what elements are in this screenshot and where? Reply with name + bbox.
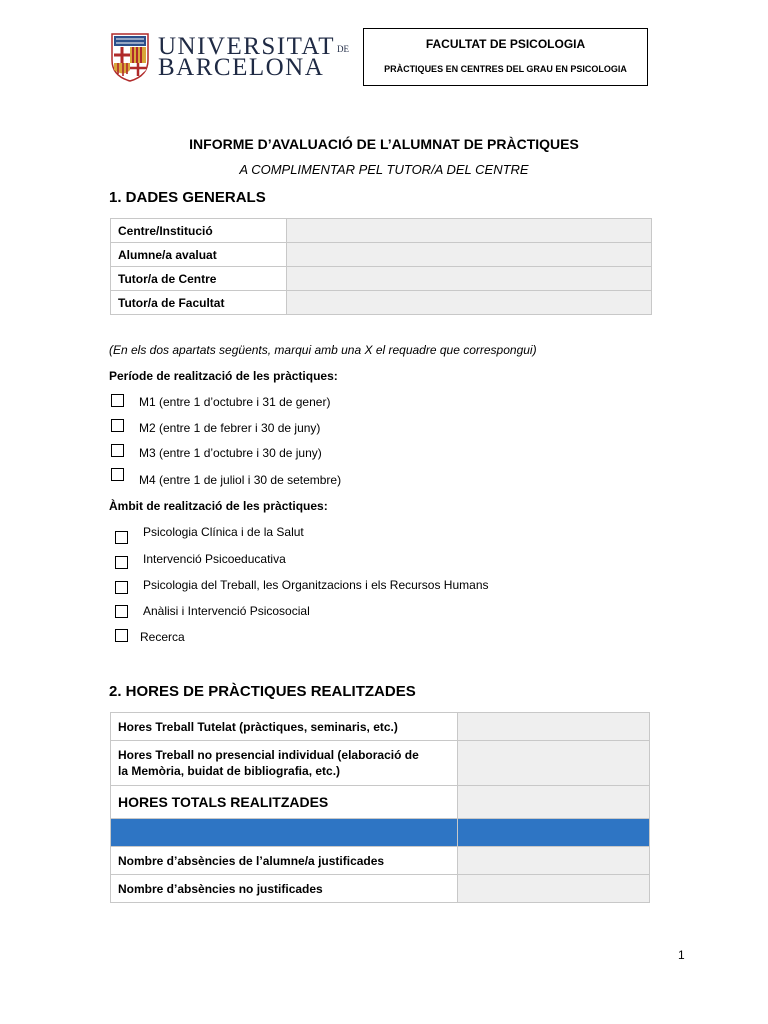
faculty-name: FACULTAT DE PSICOLOGIA <box>425 37 586 51</box>
table-row <box>111 741 650 786</box>
scope-work-org-checkbox[interactable] <box>115 581 128 594</box>
period-m2-checkbox[interactable] <box>111 419 124 432</box>
table-row <box>111 875 650 903</box>
university-seal-logo <box>110 30 150 82</box>
total-hours-field[interactable] <box>458 786 650 819</box>
scope-option-label: Psicologia Clínica i de la Salut <box>143 525 304 539</box>
row-label: Centre/Institució <box>111 219 287 243</box>
centre-tutor-field[interactable] <box>287 267 652 291</box>
justified-absences-field[interactable] <box>458 847 650 875</box>
general-data-table <box>110 218 652 315</box>
scope-psychosocial-checkbox[interactable] <box>115 605 128 618</box>
row-label <box>111 741 458 786</box>
period-label: Període de realització de les pràctiques: <box>109 369 338 383</box>
scope-option-label: Recerca <box>140 630 185 644</box>
table-row <box>111 219 652 243</box>
row-label: Alumne/a avaluat <box>111 243 287 267</box>
table-row <box>111 291 652 315</box>
student-field[interactable] <box>287 243 652 267</box>
table-row <box>111 713 650 741</box>
total-hours-label: HORES TOTALS REALITZADES <box>111 786 458 819</box>
faculty-tutor-field[interactable] <box>287 291 652 315</box>
scope-option-label: Anàlisi i Intervenció Psicosocial <box>143 604 310 618</box>
row-label: Tutor/a de Centre <box>111 267 287 291</box>
individual-hours-field[interactable] <box>458 741 650 786</box>
unjustified-absences-field[interactable] <box>458 875 650 903</box>
table-row <box>111 847 650 875</box>
scope-research-checkbox[interactable] <box>115 629 128 642</box>
tutored-hours-field[interactable] <box>458 713 650 741</box>
period-m4-checkbox[interactable] <box>111 468 124 481</box>
faculty-header-box <box>363 28 648 86</box>
document-title: INFORME D’AVALUACIÓ DE L’ALUMNAT DE PRÀCTIQUES <box>189 136 579 152</box>
highlight-cell <box>458 819 650 847</box>
document-subtitle: A COMPLIMENTAR PEL TUTOR/A DEL CENTRE <box>239 162 529 177</box>
table-row <box>111 243 652 267</box>
scope-clinical-checkbox[interactable] <box>115 531 128 544</box>
scope-label: Àmbit de realització de les pràctiques: <box>109 499 328 513</box>
row-label: Nombre d’absències no justificades <box>111 875 458 903</box>
section-2-heading: 2. HORES DE PRÀCTIQUES REALITZADES <box>109 683 416 700</box>
university-name-line1: UNIVERSITAT DE <box>158 33 349 60</box>
section-1-heading: 1. DADES GENERALS <box>109 189 266 206</box>
period-option-label: M1 (entre 1 d’octubre i 31 de gener) <box>139 395 331 409</box>
program-name: PRÀCTIQUES EN CENTRES DEL GRAU EN PSICOLOGIA <box>384 64 627 74</box>
instruction-note: (En els dos apartats següents, marqui amb una X el requadre que correspongui) <box>109 343 537 357</box>
table-row <box>111 786 650 819</box>
centre-field[interactable] <box>287 219 652 243</box>
page-number: 1 <box>678 948 685 962</box>
highlight-cell <box>111 819 458 847</box>
scope-option-label: Psicologia del Treball, les Organitzacions i els Recursos Humans <box>143 578 489 592</box>
period-m1-checkbox[interactable] <box>111 394 124 407</box>
table-row <box>111 267 652 291</box>
period-option-label: M2 (entre 1 de febrer i 30 de juny) <box>139 421 321 435</box>
scope-option-label: Intervenció Psicoeducativa <box>143 552 286 566</box>
row-label: Hores Treball Tutelat (pràctiques, seminaris, etc.) <box>111 713 458 741</box>
row-label-line: la Memòria, buidat de bibliografia, etc.) <box>118 764 341 778</box>
period-option-label: M4 (entre 1 de juliol i 30 de setembre) <box>139 473 342 487</box>
row-label: Nombre d’absències de l’alumne/a justificades <box>111 847 458 875</box>
highlight-row <box>111 819 650 847</box>
scope-educational-checkbox[interactable] <box>115 556 128 569</box>
row-label-line: Hores Treball no presencial individual (elaboració de <box>118 748 419 762</box>
hours-table <box>110 712 650 903</box>
period-option-label: M3 (entre 1 d’octubre i 30 de juny) <box>139 446 322 460</box>
row-label: Tutor/a de Facultat <box>111 291 287 315</box>
university-name-line2: BARCELONA <box>158 54 325 81</box>
period-m3-checkbox[interactable] <box>111 444 124 457</box>
